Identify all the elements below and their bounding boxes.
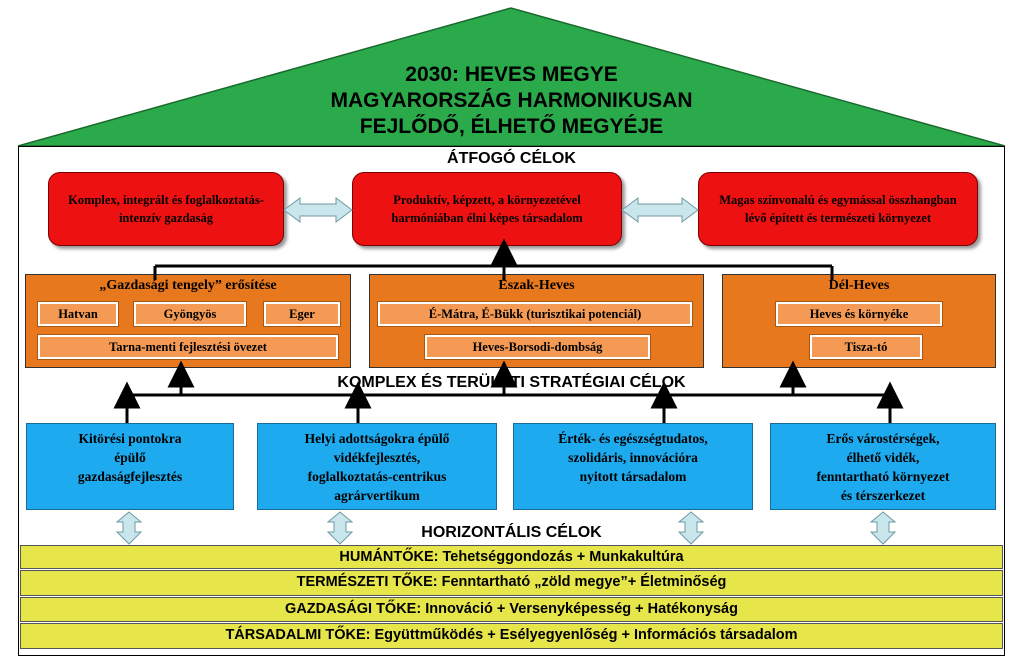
panel-south-heves-title: Dél-Heves	[828, 278, 890, 293]
strategic-goal-2-line-1: Helyi adottságokra épülő	[304, 431, 450, 446]
strategic-goal-2-line-4: agrárvertikum	[334, 488, 420, 503]
strategic-goal-3-line-3: nyitott társadalom	[579, 469, 687, 484]
chip-matra-bukk: É-Mátra, É-Bükk (turisztikai potenciál)	[378, 302, 692, 326]
strategic-goals-label: KOMPLEX ÉS TERÜLETI STRATÉGIAI CÉLOK	[337, 374, 686, 391]
strategic-goal-2-line-3: foglalkoztatás-centrikus	[307, 469, 447, 484]
chip-hatvan: Hatvan	[38, 302, 118, 326]
strategic-goal-3-line-2: szolidáris, innovációra	[568, 450, 698, 465]
panel-north-heves-title: Észak-Heves	[498, 278, 575, 293]
strategic-goal-1-line-2: épülő	[114, 450, 146, 465]
panel-economic-axis-title: „Gazdasági tengely” erősítése	[99, 278, 277, 293]
strategic-goal-4-line-1: Erős várostérségek,	[826, 431, 940, 446]
strategic-goal-rural-development	[257, 423, 497, 510]
chip-tarna: Tarna-menti fejlesztési övezet	[38, 335, 338, 359]
strategic-goal-1-line-3: gazdaságfejlesztés	[77, 469, 183, 484]
chip-gyongyos: Gyöngyös	[134, 302, 246, 326]
chip-heves-borsodi: Heves-Borsodi-dombság	[425, 335, 650, 359]
strategic-goal-4-line-2: élhető vidék,	[846, 450, 920, 465]
strategic-goal-4-line-4: és térszerkezet	[840, 488, 926, 503]
overarching-goal-economy: Komplex, integrált és foglalkoztatás-intenzív gazdaság	[48, 172, 284, 246]
overarching-goal-society: Produktív, képzett, a környezetével harmóniában élni képes társadalom	[352, 172, 622, 246]
strategic-goal-society	[513, 423, 753, 510]
vision-title-line-1: 2030: HEVES MEGYE	[405, 63, 618, 86]
strategic-goal-2-line-2: vidékfejlesztés,	[333, 450, 421, 465]
strategic-goal-1-line-1: Kitörési pontokra	[78, 431, 182, 446]
strategic-goal-4-line-3: fenntartható környezet	[816, 469, 950, 484]
overarching-goals-label: ÁTFOGÓ CÉLOK	[447, 150, 576, 167]
strategic-goal-urban-areas	[770, 423, 996, 510]
horizontal-bar-social-capital: TÁRSADALMI TŐKE: Együttműködés + Esélyegyenlőség + Információs társadalom	[20, 623, 1003, 649]
vision-title-line-3: FEJLŐDŐ, ÉLHETŐ MEGYÉJE	[359, 115, 664, 138]
strategic-goal-3-line-1: Érték- és egészségtudatos,	[558, 431, 708, 446]
horizontal-bar-economic-capital: GAZDASÁGI TŐKE: Innováció + Versenyképesség + Hatékonyság	[20, 597, 1003, 622]
chip-eger: Eger	[264, 302, 340, 326]
horizontal-bar-natural-capital: TERMÉSZETI TŐKE: Fenntartható „zöld megye”+ Életminőség	[20, 570, 1003, 596]
horizontal-goals-label: HORIZONTÁLIS CÉLOK	[421, 524, 602, 541]
chip-tisza-to: Tisza-tó	[810, 335, 922, 359]
vision-title-line-2: MAGYARORSZÁG HARMONIKUSAN	[330, 89, 693, 112]
chip-heves-kornyeke: Heves és környéke	[776, 302, 942, 326]
horizontal-bar-human-capital: HUMÁNTŐKE: Tehetséggondozás + Munkakultúra	[20, 545, 1003, 569]
overarching-goal-environment: Magas színvonalú és egymással összhangban lévő épített és természeti környezet	[698, 172, 978, 246]
strategic-goal-breakout-points	[26, 423, 234, 510]
